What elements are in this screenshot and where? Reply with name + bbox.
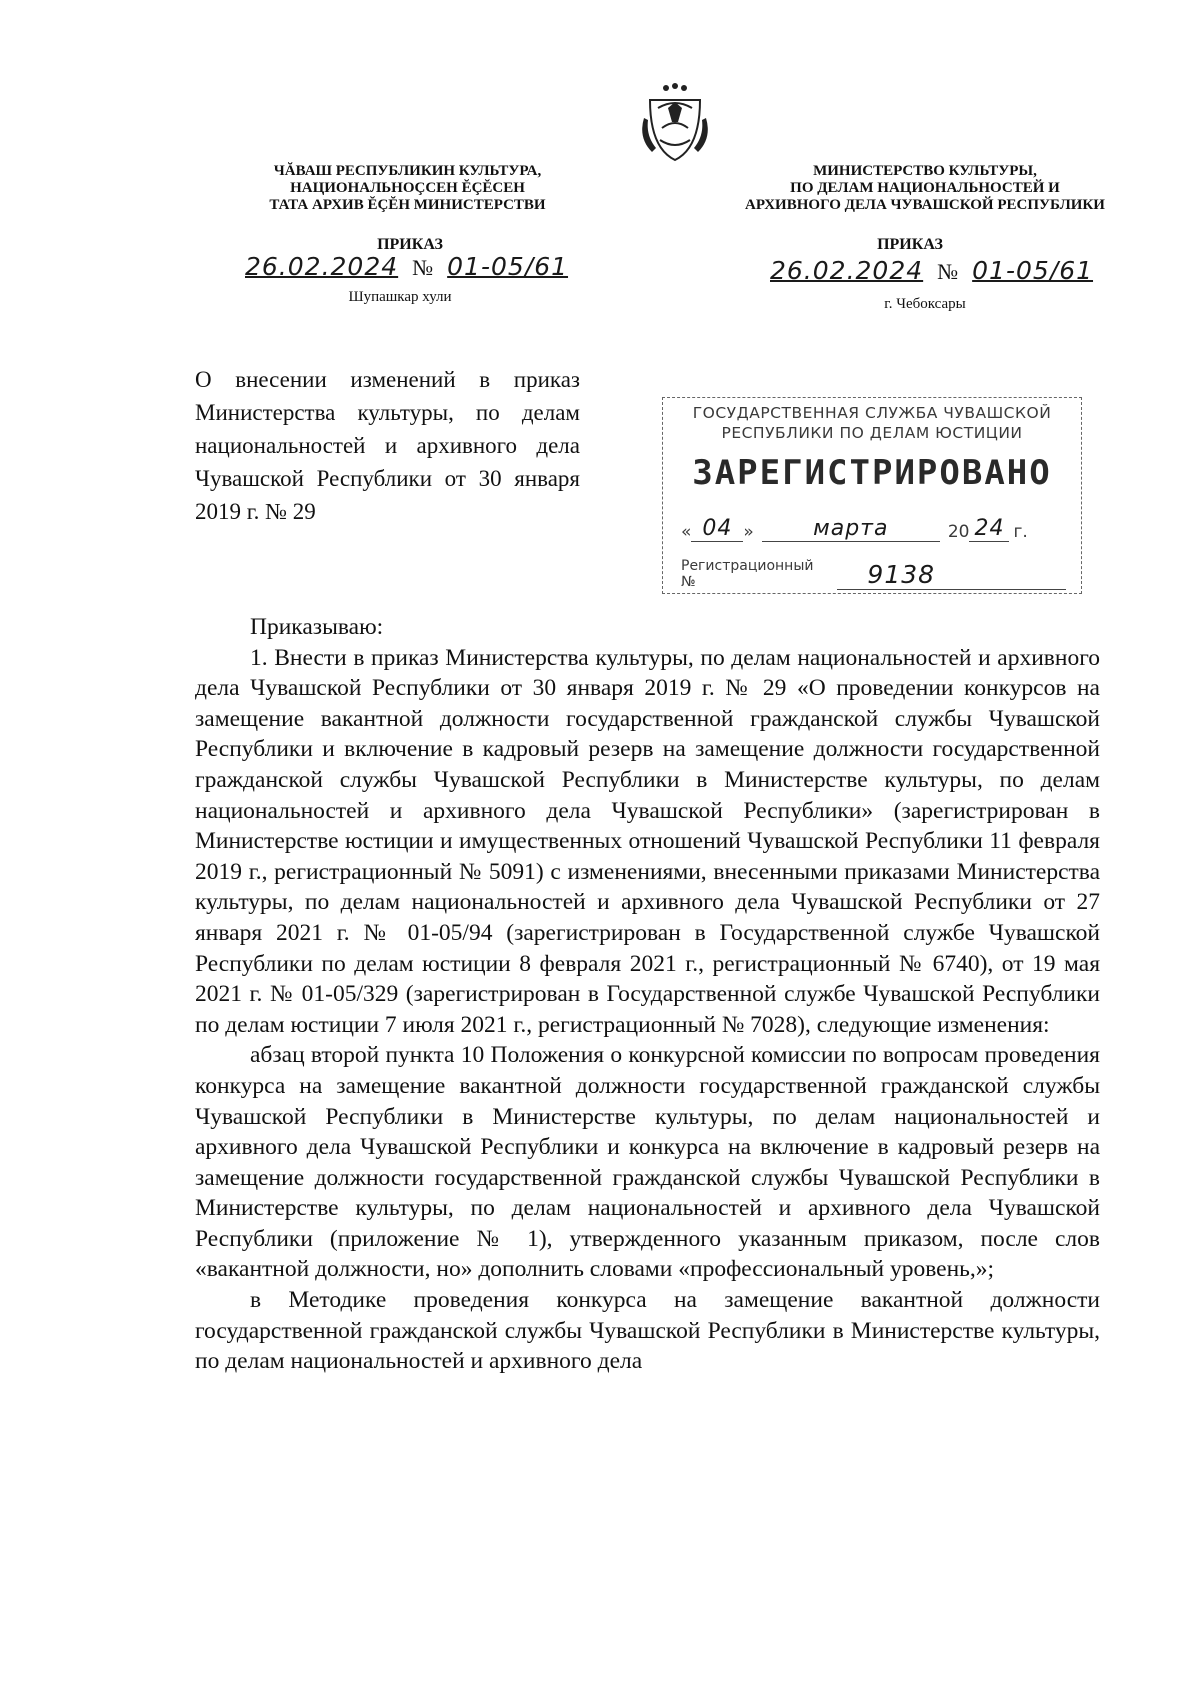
paragraph-3: в Методике проведения конкурса на замещение вакантной должности государственной гражданской службы Чувашской Республики в Министерстве культуры, по делам национальностей и архивного дела	[195, 1287, 1100, 1375]
registration-stamp	[662, 397, 1082, 594]
number-sign: №	[412, 255, 434, 280]
org-name-russian	[730, 163, 1120, 214]
order-date: 26.02.2024	[245, 252, 399, 281]
paragraph-2: абзац второй пункта 10 Положения о конкурсной комиссии по вопросам проведения конкурса на замещение вакантной должности государственной гражданской службы Чувашской Республики в Министерстве культуры, по делам национальностей и архивного дела Чувашской Республики и конкурса на включение в кадровый резерв на замещение должности государственной гражданской службы Чувашской Республики в Министерстве культуры, по делам национальностей и архивного дела Чувашской Республики (приложение № 1), утвержденного указанным приказом, после слов «вакантной должности, но» дополнить словами «профессиональный уровень,»;	[195, 1042, 1100, 1283]
place-russian: г. Чебоксары	[884, 296, 966, 312]
stamp-year-unit: г.	[1013, 522, 1028, 542]
place-chuvash: Шупашкар хули	[348, 289, 452, 305]
order-number: 01-05/61	[447, 252, 569, 281]
stamp-day: 04	[691, 516, 743, 542]
stamp-reg-label: Регистрационный №	[681, 558, 814, 590]
stamp-reg-number: 9138	[837, 560, 1066, 590]
stamp-org-line: РЕСПУБЛИКИ ПО ДЕЛАМ ЮСТИЦИИ	[721, 424, 1023, 442]
stamp-org-line: ГОСУДАРСТВЕННАЯ СЛУЖБА ЧУВАШСКОЙ	[692, 404, 1052, 422]
stamp-quote-close: »	[743, 522, 754, 542]
org-line: ТАТА АРХИВ ĔÇĔН МИНИСТЕРСТВИ	[269, 197, 546, 213]
stamp-year-suffix: 24	[969, 516, 1009, 542]
coat-of-arms-emblem	[630, 78, 720, 168]
org-line: МИНИСТЕРСТВО КУЛЬТУРЫ,	[813, 163, 1037, 179]
paragraph-1: 1. Внести в приказ Министерства культуры, по делам национальностей и архивного дела Чувашской Республики от 30 января 2019 г. № 29 «О проведении конкурсов на замещение вакантной должности государственной гражданской службы Чувашской Республики и включение в кадровый резерв на замещение должности государственной гражданской службы Чувашской Республики в Министерстве культуры, по делам национальностей и архивного дела Чувашской Республики» (зарегистрирован в Министерстве юстиции и имущественных отношений Чувашской Республики 11 февраля 2019 г., регистрационный № 5091) с изменениями, внесенными приказами Министерства культуры, по делам национальностей и архивного дела Чувашской Республики от 27 января 2021 г. № 01-05/94 (зарегистрирован в Государственной службе Чувашской Республики по делам юстиции 8 февраля 2021 г., регистрационный № 6740), от 19 мая 2021 г. № 01-05/329 (зарегистрирован в Государственной службе Чувашской Республики по делам юстиции 7 июля 2021 г., регистрационный № 7028), следующие изменения:	[195, 644, 1100, 1038]
stamp-month: марта	[762, 516, 940, 542]
doc-type-right: ПРИКАЗ	[877, 236, 943, 253]
stamp-date	[681, 516, 1066, 542]
order-subject: О внесении изменений в приказ Министерства культуры, по делам национальностей и архивного дела Чувашской Республики от 30 января 2019 г. № 29	[195, 367, 580, 524]
order-number: 01-05/61	[972, 256, 1094, 285]
order-date: 26.02.2024	[770, 256, 924, 285]
org-line: НАЦИОНАЛЬНОÇСЕН ĔÇĔСЕН	[290, 180, 525, 196]
order-date-number-right	[770, 256, 1093, 285]
stamp-title: ЗАРЕГИСТРИРОВАНО	[692, 453, 1052, 493]
org-name-chuvash	[235, 163, 580, 214]
org-line: ПО ДЕЛАМ НАЦИОНАЛЬНОСТЕЙ И	[790, 180, 1060, 196]
order-date-number-left	[245, 252, 568, 281]
number-sign: №	[937, 259, 959, 284]
org-line: АРХИВНОГО ДЕЛА ЧУВАШСКОЙ РЕСПУБЛИКИ	[745, 197, 1105, 213]
order-body	[195, 612, 1100, 1377]
stamp-registration	[681, 558, 1066, 590]
stamp-quote-open: «	[681, 522, 692, 542]
stamp-year-prefix: 20	[947, 522, 970, 542]
order-intro: Приказываю:	[250, 614, 384, 640]
stamp-org	[663, 403, 1081, 443]
doc-type-left: ПРИКАЗ	[377, 236, 443, 253]
org-line: ЧĂВАШ РЕСПУБЛИКИН КУЛЬТУРА,	[273, 163, 542, 179]
